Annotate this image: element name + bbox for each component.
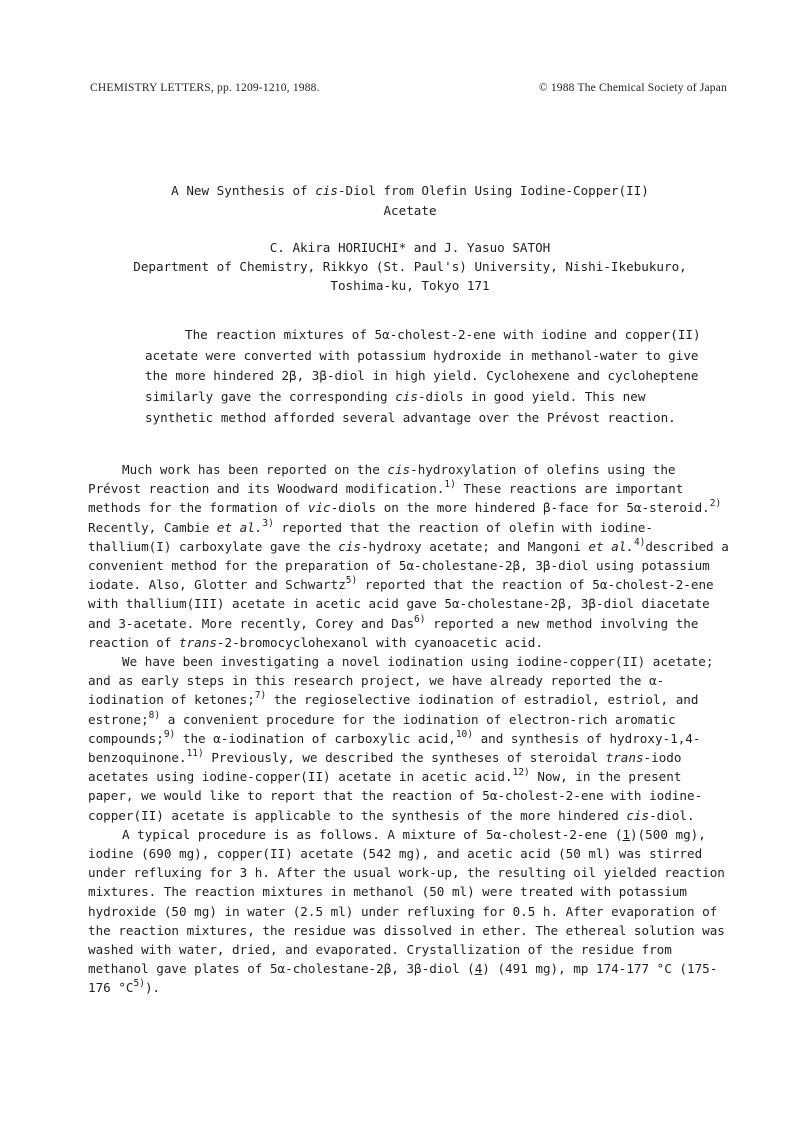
journal-header: CHEMISTRY LETTERS, pp. 1209-1210, 1988.	[90, 82, 320, 94]
article-title: A New Synthesis of cis-Diol from Olefin Using Iodine-Copper(II) Acetate	[171, 183, 649, 218]
author-block	[90, 238, 730, 295]
body-text	[88, 460, 733, 998]
copyright-notice: © 1988 The Chemical Society of Japan	[538, 82, 727, 94]
affiliation-line-1: Department of Chemistry, Rikkyo (St. Paul's) University, Nishi-Ikebukuro,	[133, 259, 687, 274]
paragraph-2: We have been investigating a novel iodination using iodine-copper(II) acetate; and as early steps in this research project, we have already reported the α-iodination of ketones;$^{7)}$ the regioselective iodination of estradiol, estriol, and estrone;$^{8)}$ a convenient procedure for the iodination of electron-rich aromatic compounds;$^{9)}$ the α-iodination of carboxylic acid,$^{10)}$ and synthesis of hydroxy-1,4-benzoquinone.$^{11)}$ Previously, we described the syntheses of steroidal trans-iodo acetates using iodine-copper(II) acetate in acetic acid.$^{12)}$ Now, in the present paper, we would like to report that the reaction of 5α-cholest-2-ene with iodine-copper(II) acetate is applicable to the synthesis of the more hindered cis-diol.	[88, 654, 714, 823]
affiliation-line-2: Toshima-ku, Tokyo 171	[330, 278, 490, 293]
author-names: C. Akira HORIUCHI* and J. Yasuo SATOH	[269, 240, 551, 255]
paragraph-3: A typical procedure is as follows. A mixture of 5α-cholest-2-ene (1)(500 mg), iodine (690 mg), copper(II) acetate (542 mg), and acetic acid (50 ml) was stirred under refluxing for 3 h. After the usual work-up, the resulting oil yielded reaction mixtures. The reaction mixtures in methanol (50 ml) were treated with potassium hydroxide (50 mg) in water (2.5 ml) under refluxing for 0.5 h. After evaporation of the reaction mixtures, the residue was dissolved in ether. The ethereal solution was washed with water, dried, and evaporated. Crystallization of the residue from methanol gave plates of 5α-cholestane-2β, 3β-diol (4) (491 mg), mp 174-177 °C (175-176 $^\circ C^{5)}$).	[88, 826, 725, 996]
abstract: The reaction mixtures of 5α-cholest-2-ene with iodine and copper(II) acetate were converted with potassium hydroxide in methanol-water to give the more hindered 2β, 3β-diol in high yield. Cyclohexene and cycloheptene similarly gave the corresponding cis-diols in good yield. This new synthetic method afforded several advantage over the Prévost reaction.	[145, 327, 701, 425]
paragraph-1: Much work has been reported on the cis-hydroxylation of olefins using the Prévost reaction and its Woodward modification.$^{1)}$ These reactions are important methods for the formation of vic-diols on the more hindered β-face for 5α-steroid.$^{2)}$ Recently, Cambie et al.$^{3)}$ reported that the reaction of olefin with iodine-thallium(I) carboxylate gave the cis-hydroxy acetate; and Mangoni et al.$^{4)}$described a convenient method for the preparation of 5α-cholestane-2β, 3β-diol using potassium iodate. Also, Glotter and Schwartz$^{5)}$ reported that the reaction of 5α-cholest-2-ene with thallium(III) acetate in acetic acid gave 5α-cholestane-2β, 3β-diol diacetate and 3-acetate. More recently, Corey and Das$^{6)}$ reported a new method involving the reaction of trans-2-bromocyclohexanol with cyanoacetic acid.	[88, 462, 729, 650]
